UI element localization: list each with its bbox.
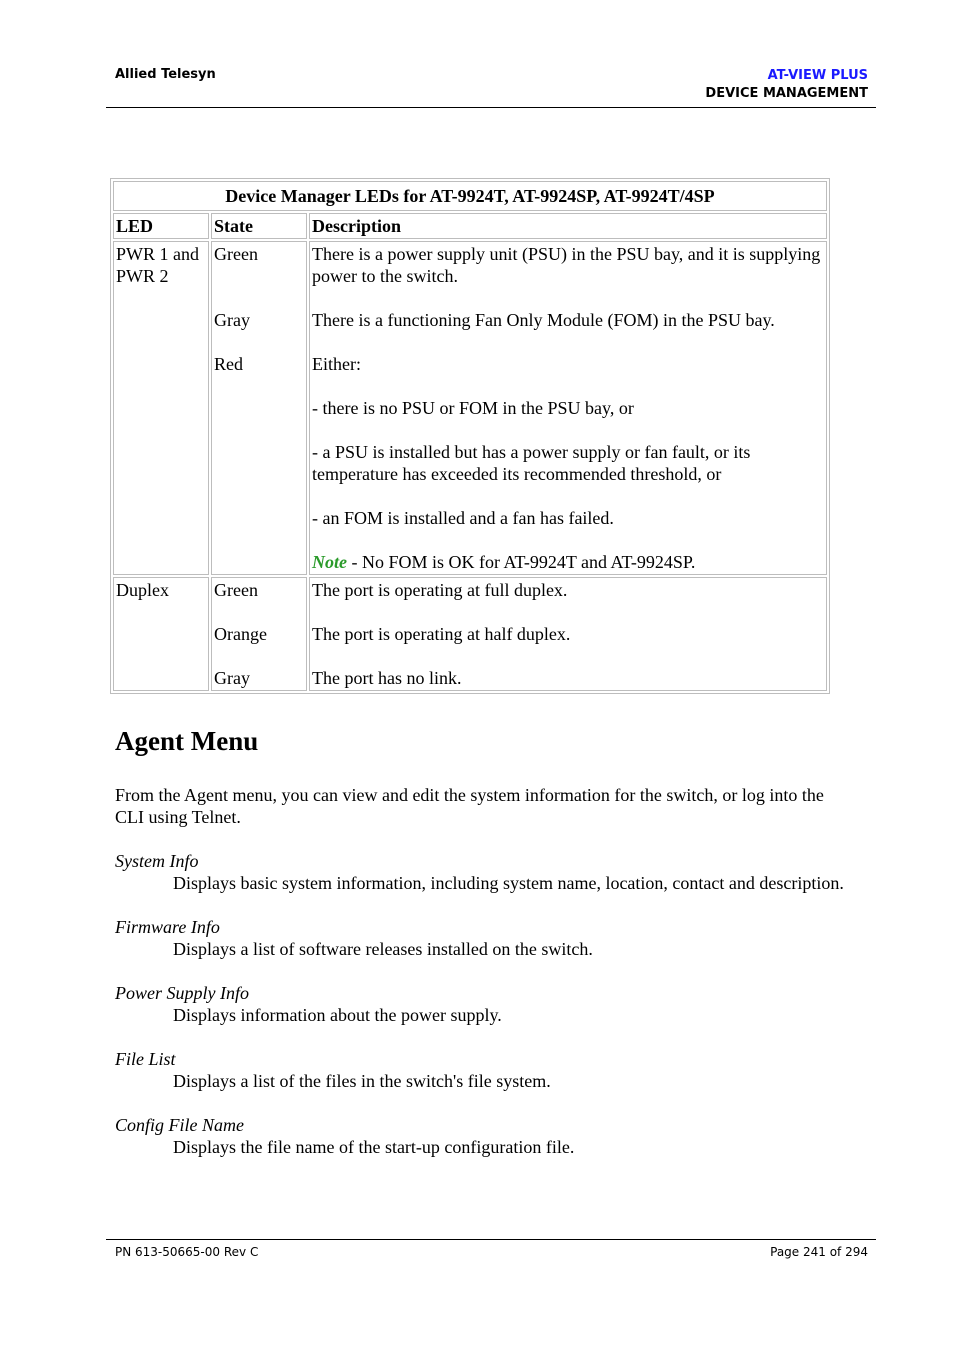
column-header-description: Description	[309, 213, 827, 239]
state-gray: Gray	[214, 668, 250, 688]
table-row-pwr	[113, 241, 827, 575]
header-company: Allied Telesyn	[115, 67, 216, 82]
item-desc: Displays information about the power supply.	[173, 1005, 502, 1025]
desc-duplex-orange: The port is operating at half duplex.	[312, 624, 571, 644]
desc-pwr-either: Either:	[312, 354, 361, 374]
cell-state-pwr	[211, 241, 307, 575]
cell-led-pwr: PWR 1 and PWR 2	[113, 241, 209, 575]
cell-desc-duplex	[309, 577, 827, 691]
item-term: Firmware Info	[115, 917, 220, 937]
table-row-duplex	[113, 577, 827, 691]
cell-led-duplex: Duplex	[113, 577, 209, 691]
note-label: Note	[312, 552, 347, 572]
desc-pwr-red-3: - an FOM is installed and a fan has failed.	[312, 508, 614, 528]
section-intro: From the Agent menu, you can view and edit the system information for the switch, or log into the CLI using Telnet.	[115, 785, 824, 827]
footer-part-number: PN 613-50665-00 Rev C	[115, 1245, 259, 1259]
state-gray: Gray	[214, 310, 250, 330]
led-table	[110, 178, 830, 694]
column-header-led: LED	[113, 213, 209, 239]
header-product: AT-VIEW PLUS	[767, 68, 868, 83]
header-section: DEVICE MANAGEMENT	[705, 86, 868, 101]
desc-duplex-green: The port is operating at full duplex.	[312, 580, 568, 600]
item-desc: Displays a list of software releases installed on the switch.	[173, 939, 593, 959]
desc-pwr-note	[312, 551, 824, 573]
note-text: - No FOM is OK for AT-9924T and AT-9924SP.	[347, 552, 696, 572]
header-title-block	[705, 67, 868, 103]
desc-pwr-red-1: - there is no PSU or FOM in the PSU bay, or	[312, 398, 634, 418]
desc-pwr-green: There is a power supply unit (PSU) in the PSU bay, and it is supplying power to the switch.	[312, 244, 821, 286]
item-term: Config File Name	[115, 1115, 244, 1135]
state-orange: Orange	[214, 624, 267, 644]
led-table-header-row	[113, 213, 827, 239]
desc-pwr-red-2: - a PSU is installed but has a power supply or fan fault, or its temperature has exceeded its recommended threshold, or	[312, 442, 751, 484]
section-title: Agent Menu	[115, 726, 259, 756]
column-header-state: State	[211, 213, 307, 239]
led-table-caption: Device Manager LEDs for AT-9924T, AT-9924SP, AT-9924T/4SP	[113, 181, 827, 211]
state-green: Green	[214, 244, 258, 264]
footer-rule	[106, 1239, 876, 1240]
state-green: Green	[214, 580, 258, 600]
item-term: File List	[115, 1049, 176, 1069]
desc-pwr-gray: There is a functioning Fan Only Module (FOM) in the PSU bay.	[312, 310, 775, 330]
item-desc: Displays a list of the files in the switch's file system.	[173, 1071, 551, 1091]
state-red: Red	[214, 354, 243, 374]
header-rule	[106, 107, 876, 108]
item-desc: Displays basic system information, including system name, location, contact and description.	[173, 873, 844, 893]
menu-item-list	[115, 850, 855, 1158]
desc-duplex-gray: The port has no link.	[312, 668, 462, 688]
footer-page-number: Page 241 of 294	[770, 1245, 868, 1259]
item-desc: Displays the file name of the start-up configuration file.	[173, 1137, 575, 1157]
cell-state-duplex	[211, 577, 307, 691]
cell-desc-pwr	[309, 241, 827, 575]
agent-menu-section	[115, 724, 855, 1180]
item-term: Power Supply Info	[115, 983, 249, 1003]
item-term: System Info	[115, 851, 199, 871]
